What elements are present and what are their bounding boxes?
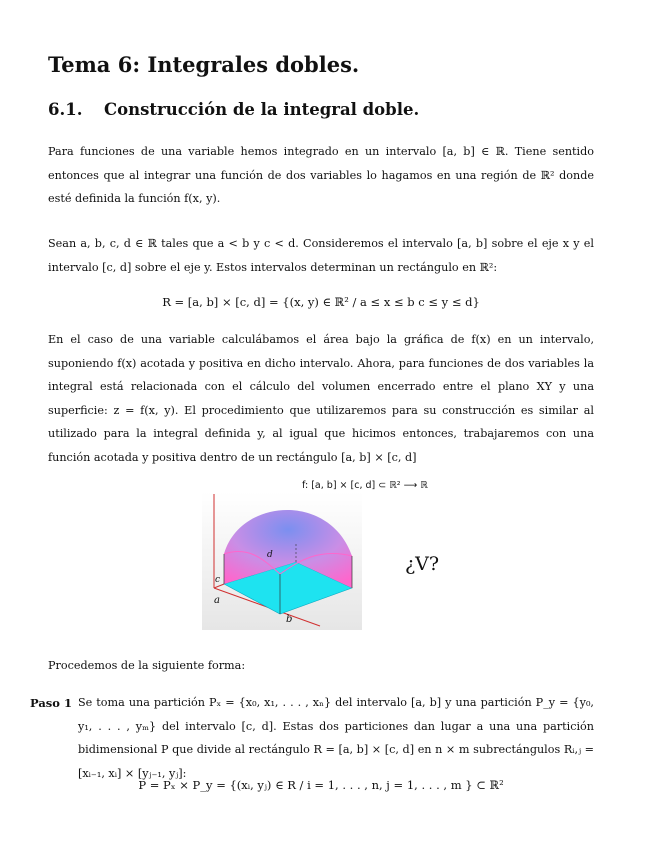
paragraph-definition: Sean a, b, c, d ∈ ℝ tales que a < b y c < d. Consideremos el intervalo [a, b] sobre el eje x y el intervalo [c, d] sobre el eje y. Estos intervalos determinan un rectángulo en ℝ²:	[48, 237, 594, 274]
section-title: Construcción de la integral doble.	[104, 100, 420, 119]
figure-label-c: c	[215, 575, 221, 585]
step-label: Paso 1	[30, 696, 72, 710]
equation-partition: P = Pₓ × P_y = {(xᵢ, yⱼ) ∈ R / i = 1, . . . , n, j = 1, . . . , m } ⊂ ℝ²	[138, 778, 504, 792]
figure-function-title: f: [a, b] × [c, d] ⊂ ℝ² ⟶ ℝ	[302, 480, 428, 491]
paragraph-intro: Para funciones de una variable hemos integrado en un intervalo [a, b] ∈ ℝ. Tiene sentido entonces que al integrar una función de dos variables lo hagamos en una región de ℝ² donde esté definida la función f(x, y).	[48, 145, 594, 205]
double-integral-figure	[200, 478, 460, 633]
figure-volume-question: ¿V?	[405, 553, 440, 575]
figure-label-a: a	[214, 595, 220, 606]
section-number: 6.1.	[48, 100, 83, 119]
step-1-text: Se toma una partición Pₓ = {x₀, x₁, . . . , xₙ} del intervalo [a, b] y una partición P_y = {y₀, y₁, . . . , yₘ} del intervalo [c, d]. Estas dos particiones dan lugar a una una partición bidimensional P que divide al rectángulo R = [a, b] × [c, d] en n × m subrectángulos Rᵢ,ⱼ = [xᵢ₋₁, xᵢ] × [yⱼ₋₁, yⱼ]:	[78, 696, 594, 780]
equation-rectangle: R = [a, b] × [c, d] = {(x, y) ∈ ℝ² / a ≤ x ≤ b c ≤ y ≤ d}	[162, 295, 480, 309]
figure-label-d: d	[267, 550, 273, 560]
figure-label-b: b	[286, 614, 293, 625]
paragraph-volume: En el caso de una variable calculábamos el área bajo la gráfica de f(x) en un intervalo, suponiendo f(x) acotada y positiva en dicho intervalo. Ahora, para funciones de dos variables la integral está relacionada con el cálculo del volumen encerrado entre el plano XY y una superficie: z = f(x, y). El procedimiento que utilizaremos para su construcción es similar al utilizado para la integral definida y, al igual que hicimos entonces, trabajaremos con una función acotada y positiva dentro de un rectángulo [a, b] × [c, d]	[48, 333, 594, 464]
chapter-title: Tema 6: Integrales dobles.	[48, 52, 360, 77]
paragraph-procedure: Procedemos de la siguiente forma:	[48, 659, 246, 672]
section-heading	[48, 100, 419, 119]
